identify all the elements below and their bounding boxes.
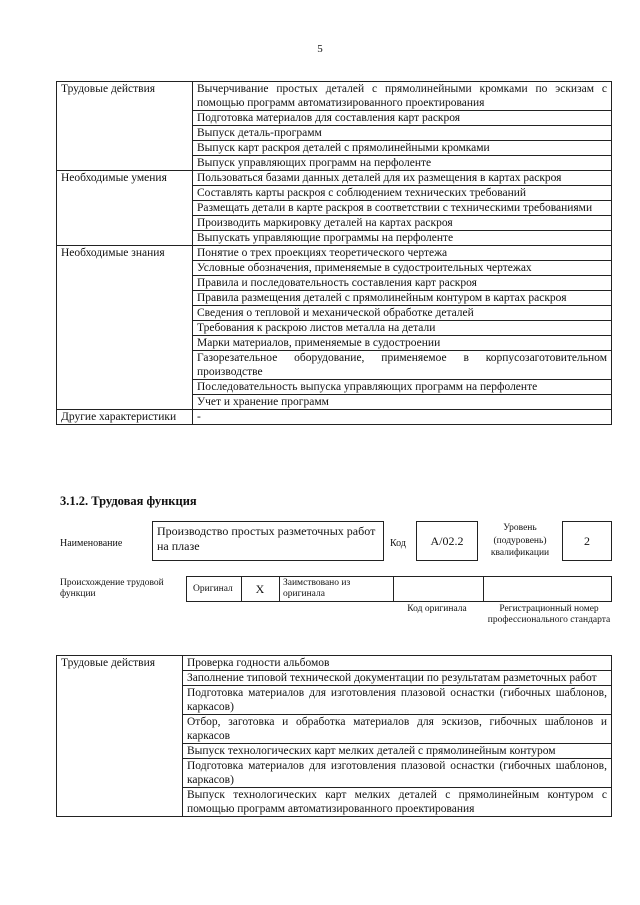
row-item: Выпускать управляющие программы на перфоленте: [193, 231, 612, 246]
table-row: [57, 759, 612, 788]
row-item: Выпуск технологических карт мелких деталей с прямолинейным контуром с помощью программ автоматизированного проектирования: [183, 788, 612, 817]
table-row: [57, 744, 612, 759]
row-item: Выпуск деталь-программ: [193, 126, 612, 141]
row-category: Трудовые действия: [57, 656, 183, 671]
table-row: [57, 201, 612, 216]
name-value: Производство простых разметочных работ на плазе: [152, 521, 384, 561]
table-row: [57, 186, 612, 201]
level-label: Уровень (подуровень) квалификации: [490, 523, 550, 558]
table-row: [57, 715, 612, 744]
row-item: Отбор, заготовка и обработка материалов для эскизов, гибочных шаблонов и каркасов: [183, 715, 612, 744]
row-item: Составлять карты раскроя с соблюдением технических требований: [193, 186, 612, 201]
table-row: [57, 410, 612, 425]
reg-number-label: Регистрационный номер профессионального стандарта: [487, 604, 611, 625]
original-label: Оригинал: [193, 584, 233, 594]
row-category: Необходимые умения: [57, 171, 193, 186]
origin-label: Происхождение трудовой функции: [60, 578, 164, 599]
row-item: Пользоваться базами данных деталей для их размещения в картах раскроя: [193, 171, 612, 186]
table-row: [57, 231, 612, 246]
row-item: Правила и последовательность составления карт раскроя: [193, 276, 612, 291]
row-category: Другие характеристики: [57, 410, 193, 425]
row-item: Газорезательное оборудование, применяемое в корпусозаготовительном производстве: [193, 351, 612, 380]
row-item: Подготовка материалов для изготовления плазовой оснастки (гибочных шаблонов, каркасов): [183, 759, 612, 788]
section-title: 3.1.2. Трудовая функция: [60, 494, 197, 508]
table-row: [57, 336, 612, 351]
row-item: Подготовка материалов для изготовления плазовой оснастки (гибочных шаблонов, каркасов): [183, 686, 612, 715]
table-row: [57, 126, 612, 141]
row-item: Выпуск карт раскроя деталей с прямолинейными кромками: [193, 141, 612, 156]
table-row: [57, 82, 612, 111]
table-row: [57, 156, 612, 171]
row-item: Размещать детали в карте раскроя в соответствии с техническими требованиями: [193, 201, 612, 216]
labor-function-table-1: [56, 81, 612, 425]
table-row: [57, 321, 612, 336]
table-row: [57, 261, 612, 276]
borrowed-label: Заимствовано из оригинала: [283, 578, 351, 599]
page-number: 5: [317, 43, 323, 55]
row-category: Трудовые действия: [57, 82, 193, 111]
row-item: Подготовка материалов для составления карт раскроя: [193, 111, 612, 126]
code-label: Код: [390, 538, 406, 549]
name-label: Наименование: [60, 538, 123, 549]
table-row: [57, 671, 612, 686]
labor-function-table-2: [56, 655, 612, 817]
level-value: 2: [562, 521, 612, 561]
row-item: Понятие о трех проекциях теоретического чертежа: [193, 246, 612, 261]
row-item: Условные обозначения, применяемые в судостроительных чертежах: [193, 261, 612, 276]
row-item: -: [193, 410, 612, 425]
table-row: [57, 380, 612, 395]
code-value: A/02.2: [416, 521, 478, 561]
row-category: Необходимые знания: [57, 246, 193, 261]
origin-grid: [186, 576, 612, 602]
table-row: [57, 171, 612, 186]
table-row: [57, 246, 612, 261]
row-item: Выпуск управляющих программ на перфоленте: [193, 156, 612, 171]
table-row: [57, 141, 612, 156]
row-item: Производить маркировку деталей на картах раскроя: [193, 216, 612, 231]
row-item: Правила размещения деталей с прямолинейным контуром в картах раскроя: [193, 291, 612, 306]
row-item: Марки материалов, применяемые в судостроении: [193, 336, 612, 351]
row-item: Проверка годности альбомов: [183, 656, 612, 671]
table-row: [57, 111, 612, 126]
row-item: Последовательность выпуска управляющих программ на перфоленте: [193, 380, 612, 395]
row-item: Учет и хранение программ: [193, 395, 612, 410]
origin-code-label: Код оригинала: [407, 604, 467, 614]
table-row: [57, 291, 612, 306]
row-item: Заполнение типовой технической документации по результатам разметочных работ: [183, 671, 612, 686]
row-item: Сведения о тепловой и механической обработке деталей: [193, 306, 612, 321]
table-row: [57, 686, 612, 715]
table-row: [57, 276, 612, 291]
row-item: Требования к раскрою листов металла на детали: [193, 321, 612, 336]
table-row: [57, 395, 612, 410]
original-mark: X: [255, 582, 265, 596]
row-item: Вычерчивание простых деталей с прямолинейными кромками по эскизам с помощью программ автоматизированного проектирования: [193, 82, 612, 111]
table-row: [57, 351, 612, 380]
table-row: [57, 216, 612, 231]
table-row: [57, 656, 612, 671]
row-item: Выпуск технологических карт мелких деталей с прямолинейным контуром: [183, 744, 612, 759]
table-row: [57, 306, 612, 321]
table-row: [57, 788, 612, 817]
